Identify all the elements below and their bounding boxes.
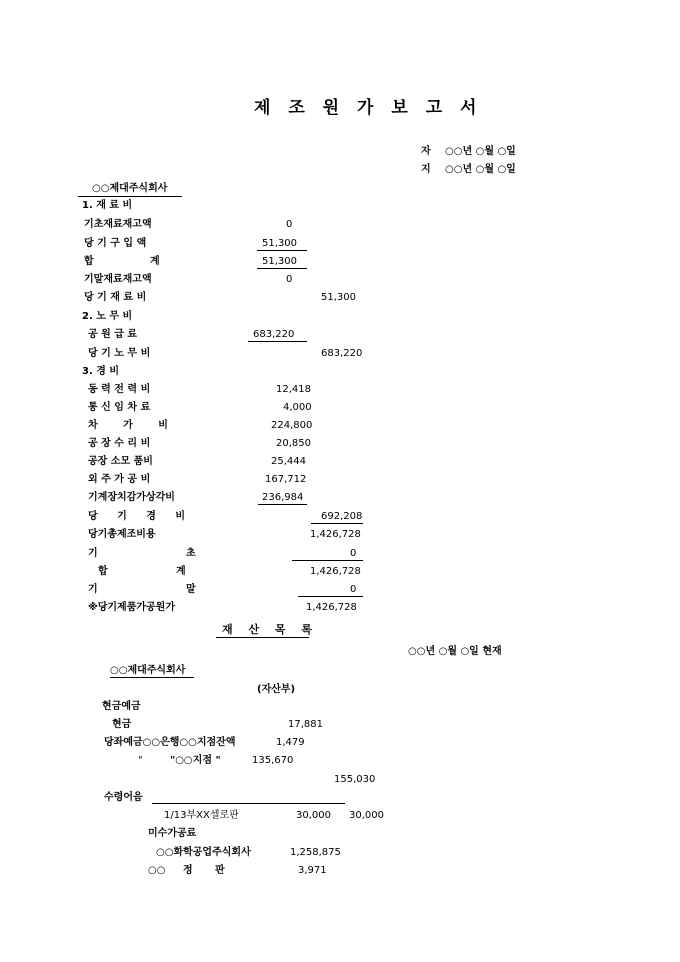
- inventory-title: 재 산 목 록: [222, 623, 318, 636]
- note-item-label: 1/13부XX셀로판: [164, 810, 239, 821]
- receivable-label: 미수가공료: [148, 828, 197, 839]
- receivable-1-value: 1,258,875: [290, 847, 341, 858]
- branch-label: "○○지점 ": [170, 755, 221, 766]
- summary-sum-label-b: 계: [176, 566, 186, 577]
- rule-wip-opening: [292, 560, 363, 561]
- materials-sum-label-a: 합: [84, 256, 94, 267]
- materials-total-value: 51,300: [321, 292, 356, 303]
- purchase-label: 당 기 구 입 액: [84, 238, 147, 249]
- inventory-as-of: ○○년 ○월 ○일 현재: [408, 646, 502, 657]
- company-name: ○○제대주식회사: [92, 183, 168, 194]
- receivable-2-label-c: 판: [215, 865, 225, 876]
- overhead-total-label: 당 기 경 비: [88, 511, 186, 522]
- wip-opening-label-a: 기: [88, 548, 98, 559]
- total-mfg-cost-label: 당기총제조비용: [88, 529, 156, 540]
- expense-value: 236,984: [262, 492, 304, 503]
- section-heading-overhead: 3. 경 비: [82, 366, 120, 377]
- expense-value: 20,850: [276, 438, 311, 449]
- rule-wage: [248, 341, 307, 342]
- expense-label: 동 력 전 력 비: [88, 384, 151, 395]
- labor-total-label: 당 기 노 무 비: [88, 348, 151, 359]
- expense-label: 차 가 비: [88, 420, 168, 431]
- opening-material-value: 0: [286, 219, 293, 230]
- cash-deposits-label: 현금예금: [102, 701, 141, 712]
- expense-label: 통 신 임 차 료: [88, 402, 151, 413]
- wip-closing-value: 0: [350, 584, 357, 595]
- date-from: ○○년 ○월 ○일: [445, 146, 516, 157]
- wage-label: 공 원 급 료: [88, 329, 138, 340]
- receivable-2-label-b: 정: [183, 865, 193, 876]
- summary-sum-value: 1,426,728: [310, 566, 361, 577]
- deposits-total: 155,030: [334, 774, 376, 785]
- wip-closing-label-a: 기: [88, 584, 98, 595]
- wip-opening-label-b: 초: [186, 548, 196, 559]
- closing-material-label: 기말재료재고액: [84, 274, 152, 285]
- rule-purchase: [257, 250, 307, 251]
- branch-value: 135,670: [252, 755, 294, 766]
- rule-depreciation: [258, 504, 307, 505]
- receivable-2-label-a: ○○: [148, 865, 166, 876]
- cogm-value: 1,426,728: [306, 602, 357, 613]
- checking-value: 1,479: [276, 737, 305, 748]
- purchase-value: 51,300: [262, 238, 297, 249]
- wip-closing-label-b: 말: [186, 584, 196, 595]
- rule-wip-closing: [298, 596, 363, 597]
- expense-value: 12,418: [276, 384, 311, 395]
- section-heading-materials: 1. 재 료 비: [82, 200, 133, 211]
- cash-value: 17,881: [288, 719, 323, 730]
- expense-label: 공장 소모 품비: [88, 456, 153, 467]
- note-item-value: 30,000: [296, 810, 331, 821]
- opening-material-label: 기초재료재고액: [84, 219, 152, 230]
- wage-value: 683,220: [253, 329, 295, 340]
- overhead-total-value: 692,208: [321, 511, 363, 522]
- report-title: 제 조 원 가 보 고 서: [254, 98, 483, 118]
- notes-receivable-label: 수령어음: [104, 792, 143, 803]
- inventory-title-underline: [216, 637, 309, 638]
- rule-overhead-total: [311, 523, 363, 524]
- section-heading-labor: 2. 노 무 비: [82, 311, 133, 322]
- ditto-mark: ": [138, 755, 143, 766]
- cash-label: 현금: [112, 719, 132, 730]
- date-to: ○○년 ○월 ○일: [445, 164, 516, 175]
- inventory-company: ○○제대주식회사: [110, 665, 186, 676]
- receivable-2-value: 3,971: [298, 865, 327, 876]
- date-to-label: 지: [421, 164, 431, 175]
- materials-sum-label-b: 계: [150, 256, 160, 267]
- checking-label: 당좌예금○○은행○○지점잔액: [104, 737, 236, 748]
- expense-value: 224,800: [271, 420, 313, 431]
- expense-value: 25,444: [271, 456, 306, 467]
- receivable-1-label: ○○화학공업주식회사: [156, 847, 251, 858]
- materials-total-label: 당 기 재 료 비: [84, 292, 147, 303]
- inventory-company-underline: [110, 677, 194, 678]
- total-mfg-cost-value: 1,426,728: [310, 529, 361, 540]
- company-underline: [78, 196, 182, 197]
- assets-section-label: (자산부): [257, 684, 296, 695]
- notes-total: 30,000: [349, 810, 384, 821]
- rule-materials-sum: [257, 268, 307, 269]
- expense-label: 기계장치감가상각비: [88, 492, 175, 503]
- cogm-label: ※당기제품가공원가: [88, 602, 176, 613]
- summary-sum-label-a: 합: [98, 566, 108, 577]
- labor-total-value: 683,220: [321, 348, 363, 359]
- date-from-label: 자: [421, 146, 431, 157]
- materials-sum-value: 51,300: [262, 256, 297, 267]
- expense-label: 공 장 수 리 비: [88, 438, 151, 449]
- wip-opening-value: 0: [350, 548, 357, 559]
- expense-label: 외 주 가 공 비: [88, 474, 151, 485]
- expense-value: 167,712: [265, 474, 307, 485]
- expense-value: 4,000: [283, 402, 312, 413]
- rule-notes: [152, 803, 345, 804]
- closing-material-value: 0: [286, 274, 293, 285]
